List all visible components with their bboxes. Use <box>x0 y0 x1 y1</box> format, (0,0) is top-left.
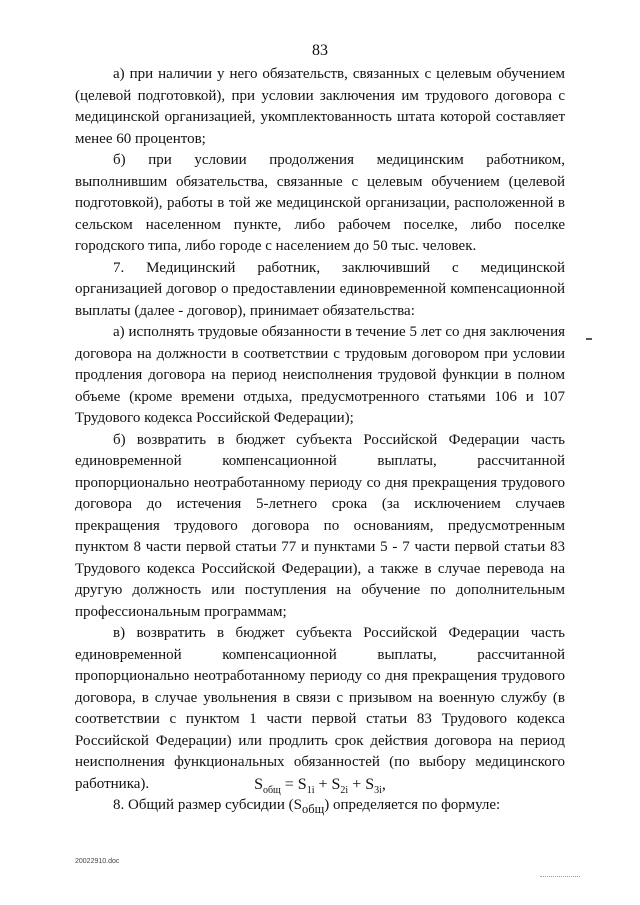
formula-s2-sub: 2i <box>340 785 349 797</box>
formula-comma: , <box>381 776 386 793</box>
paragraph-8-sub: общ <box>301 802 325 816</box>
formula-equals: = <box>280 776 298 793</box>
formula-s1: S <box>297 776 307 793</box>
scan-dots <box>540 876 580 877</box>
paragraph-6b: б) при условии продолжения медицинским работником, выполнившим обязательства, связанные с целевым обучением (целевой подготовкой), работы в той же медицинской организации, расположенной в сельском населенном пункте, либо рабочем поселке, либо поселке городского типа, либо городе с населением до 50 тыс. человек. <box>75 152 565 254</box>
formula-s2: S <box>331 776 341 793</box>
formula-plus-2: + <box>348 776 366 793</box>
footer-filename: 20022910.doc <box>75 858 120 865</box>
formula-s3-sub: 3i <box>374 785 382 797</box>
paragraph-8 <box>75 795 565 821</box>
formula-s-total: S <box>254 776 263 793</box>
paragraph-8-after: ) определяется по формуле: <box>324 797 501 813</box>
paragraph-7b: б) возвратить в бюджет субъекта Российской Федерации часть единовременной компенсационной выплаты, рассчитанной пропорционально неотработанному периоду со дня прекращения трудового договора до истечения 5-летнего срока (за исключением случаев прекращения трудового договора по основаниям, предусмотренным пунктом 8 части первой статьи 77 и пунктами 5 - 7 части первой статьи 83 Трудового кодекса Российской Федерации), а также в случае перевода на другую должность или поступления на обучение по дополнительным профессиональным программам; <box>75 431 565 620</box>
formula-plus-1: + <box>314 776 332 793</box>
formula-s3: S <box>365 776 375 793</box>
page-number: 83 <box>312 42 328 59</box>
subsidy-formula <box>0 776 640 796</box>
paragraph-7: 7. Медицинский работник, заключивший с медицинской организацией договор о предоставлении единовременной компенсационной выплаты (далее - договор), принимает обязательства: <box>75 259 565 319</box>
formula-total-sub: общ <box>262 785 281 797</box>
paragraph-7v: в) возвратить в бюджет субъекта Российской Федерации часть единовременной компенсационной выплаты, рассчитанной пропорционально неотработанному периоду со дня прекращения трудового договора, в случае увольнения в связи с призывом на военную службу (в соответствии с пунктом 1 части первой статьи 83 Трудового кодекса Российской Федерации) или продлить срок действия договора на период неисполнения функциональных обязанностей (по выбору медицинского работника). <box>75 625 565 792</box>
paragraph-6a: а) при наличии у него обязательств, связанных с целевым обучением (целевой подготовкой), при условии заключения им трудового договора с медицинской организацией, укомплектованность штата которой составляет менее 60 процентов; <box>75 66 565 147</box>
formula-s1-sub: 1i <box>306 785 315 797</box>
document-body <box>75 64 565 821</box>
paragraph-8-before: 8. Общий размер субсидии (S <box>113 797 302 813</box>
paragraph-7a: а) исполнять трудовые обязанности в течение 5 лет со дня заключения договора на должности в соответствии с трудовым договором при условии продления договора на период неисполнения трудовой функции в полном объеме (кроме времени отдыха, предусмотренного статьями 106 и 107 Трудового кодекса Российской Федерации); <box>75 324 565 426</box>
scan-mark <box>586 338 592 340</box>
